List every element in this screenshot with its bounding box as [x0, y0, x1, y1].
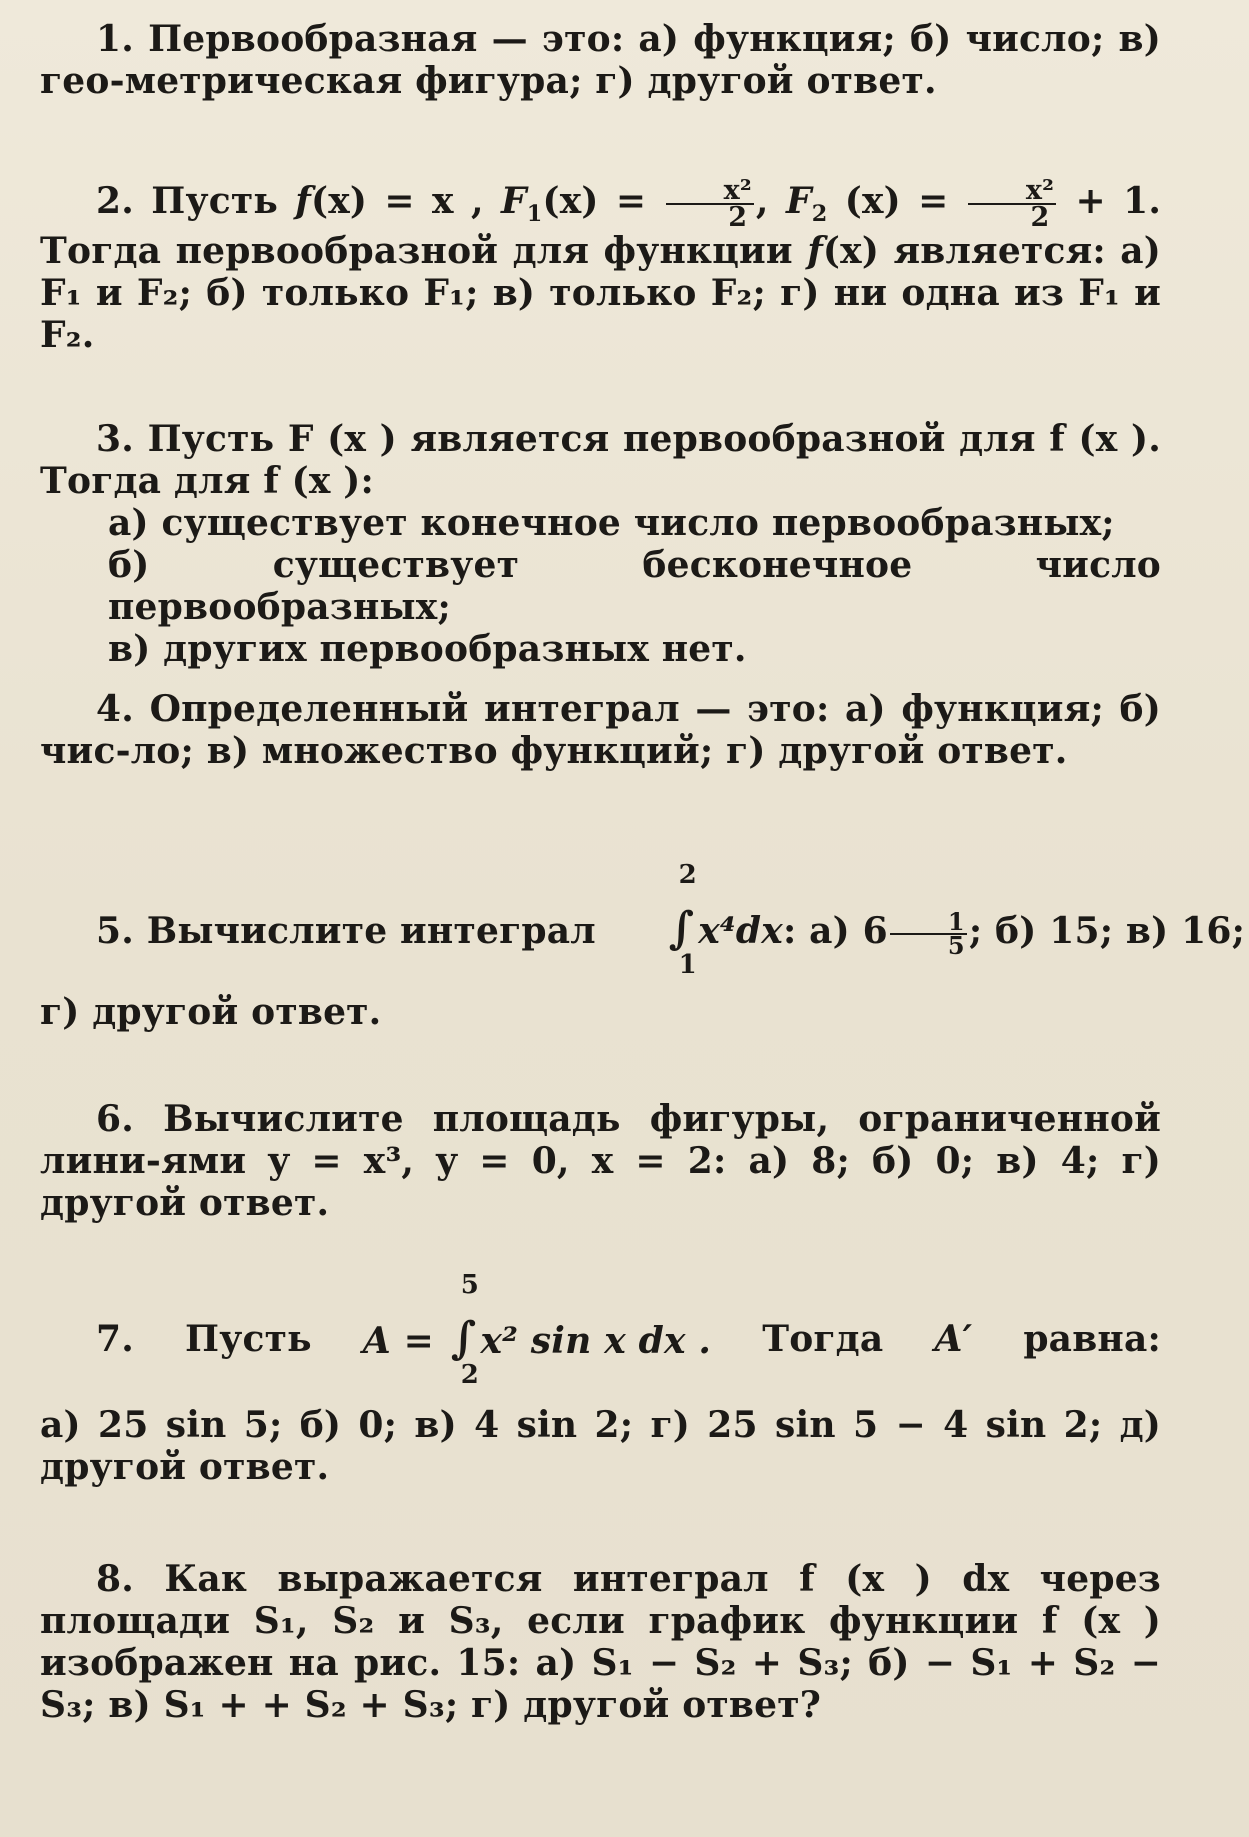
fraction: [968, 175, 1056, 233]
math-symbol: f: [807, 230, 823, 272]
problem-text: равна:: [1023, 1318, 1161, 1360]
problem-number: 1.: [96, 18, 134, 60]
answer-option-b: б) существует бесконечное число первообразных;: [108, 544, 1161, 628]
integral-lower-limit: 2: [460, 1360, 480, 1390]
problem-text: ; б) 15; в) 16;: [968, 910, 1246, 952]
problem-text: (x) является: а): [822, 230, 1162, 272]
problem-text: Пусть F (x ) является первообразной для f (x ). Тогда для f (x ):: [40, 418, 1161, 502]
math-symbol: A′: [934, 1318, 973, 1360]
math-text: A =: [362, 1320, 435, 1362]
integrand: x⁴dx: [698, 910, 783, 952]
math-text: (x) = x ,: [310, 180, 484, 222]
fraction-numerator: 1: [890, 911, 967, 935]
fraction-numerator: x²: [666, 178, 754, 205]
math-subscript: 1: [526, 201, 543, 228]
problem-number: 4.: [96, 688, 134, 730]
answer-options: а) 25 sin 5; б) 0; в) 4 sin 2; г) 25 sin 5 − 4 sin 2; д) другой ответ.: [40, 1404, 1161, 1488]
integral-upper-limit: 2: [678, 860, 697, 890]
integral-sign: ∫ 5 2: [450, 1270, 480, 1390]
problem-number: 7.: [96, 1318, 134, 1360]
problem-number: 2.: [96, 180, 134, 222]
problem-number: 5.: [96, 910, 134, 952]
math-symbol: f: [295, 180, 311, 222]
problem-number: 6.: [96, 1098, 134, 1140]
problem-text: Определенный интеграл — это: а) функция; б) чис-ло; в) множество функций; г) другой ответ.: [40, 688, 1162, 772]
integral-expression: [362, 1270, 712, 1390]
answer-option-a: а) существует конечное число первообразных;: [108, 502, 1115, 544]
fraction-denominator: 2: [728, 202, 748, 233]
problem-8: [40, 1558, 1161, 1726]
integral-sign: ∫ 2 1: [613, 908, 695, 950]
problem-text: Тогда: [762, 1318, 884, 1360]
problem-5: [40, 860, 1246, 1033]
math-subscript: 2: [811, 201, 828, 228]
problem-text: + 1. Тогда первообразной для функции: [40, 180, 1162, 272]
problem-1: [40, 18, 1161, 102]
problem-4: [40, 688, 1161, 772]
problem-number: 8.: [96, 1558, 134, 1600]
problem-text: Как выражается интеграл f (x ) dx через площади S₁, S₂ и S₃, если график функции f (x ) изображен на рис. 15: а) S₁ − S₂ + S₃; б) − S₁ + S₂ − S₃; в) S₁ + + S₂ + S₃; г) другой ответ?: [40, 1558, 1161, 1726]
problem-6: [40, 1098, 1161, 1224]
math-text: (x) =: [542, 180, 647, 222]
fraction: [890, 907, 967, 960]
problem-text: Первообразная — это: а) функция; б) число; в) гео-метрическая фигура; г) другой ответ.: [40, 18, 1161, 102]
answer-option-c: в) других первообразных нет.: [108, 628, 747, 670]
math-symbol: F: [501, 180, 527, 222]
fraction-denominator: 5: [947, 931, 965, 960]
integrand: x² sin x dx .: [480, 1320, 712, 1362]
problem-text: Пусть: [185, 1318, 312, 1360]
problem-text: Вычислите площадь фигуры, ограниченной лини-ями y = x³, y = 0, x = 2: а) 8; б) 0; в) 4; г) другой ответ.: [40, 1098, 1161, 1224]
problem-7: [40, 1270, 1161, 1488]
problem-text: Пусть: [151, 180, 278, 222]
problem-3: [40, 418, 1161, 670]
math-text: ,: [755, 180, 769, 222]
fraction: [666, 175, 754, 233]
problem-text: F₁ и F₂; б) только F₁; в) только F₂; г) ни одна из F₁ и F₂.: [40, 272, 1161, 356]
math-text: (x) =: [844, 180, 949, 222]
problem-number: 3.: [96, 418, 134, 460]
problem-text: : а) 6: [782, 910, 888, 952]
fraction-denominator: 2: [1030, 202, 1050, 233]
integral-lower-limit: 1: [678, 950, 697, 980]
integral-upper-limit: 5: [460, 1270, 480, 1300]
problem-text: г) другой ответ.: [40, 991, 382, 1033]
math-symbol: F: [785, 180, 812, 222]
fraction-numerator: x²: [968, 178, 1056, 205]
problem-2: [40, 175, 1162, 356]
problem-text: Вычислите интеграл: [146, 910, 596, 952]
